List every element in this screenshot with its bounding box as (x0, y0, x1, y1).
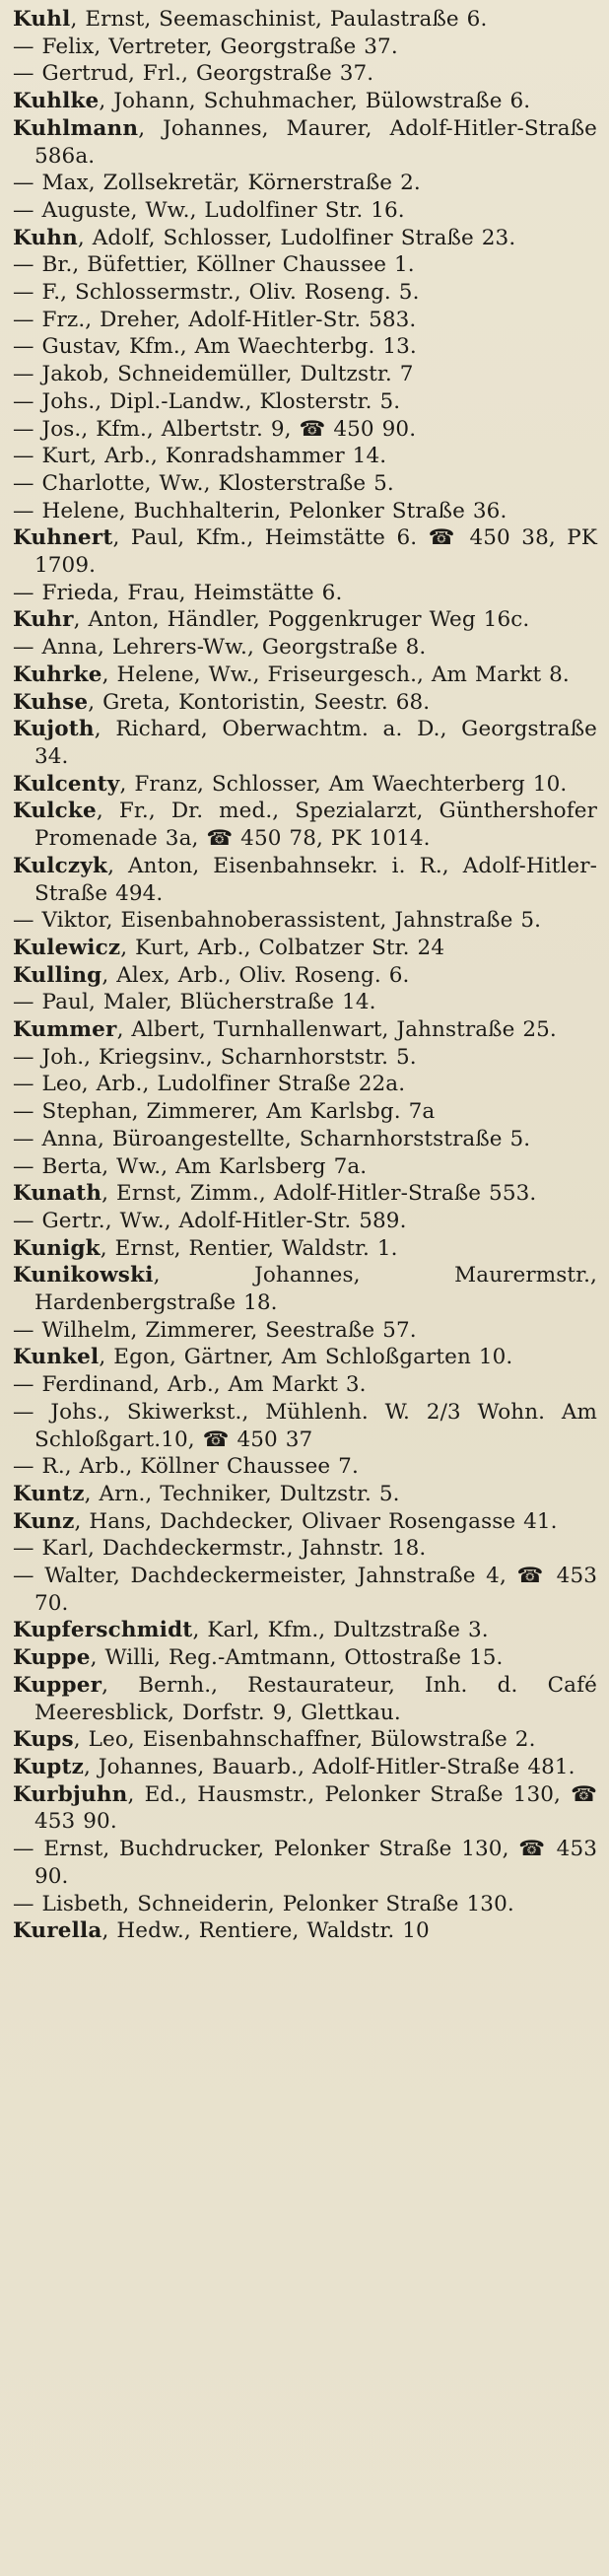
entry-details: — Berta, Ww., Am Karlsberg 7a. (13, 1153, 368, 1179)
surname: Kurella (13, 1918, 102, 1944)
surname: Kuhlke (13, 89, 100, 114)
entry-details: , Willi, Reg.-Amtmann, Ottostraße 15. (90, 1645, 504, 1671)
surname: Kunz (13, 1508, 75, 1534)
directory-entry (13, 1891, 597, 1918)
directory-entry (13, 1180, 597, 1208)
directory-entry (13, 498, 597, 525)
entry-details: , Alex, Arb., Oliv. Roseng. 6. (102, 962, 410, 988)
surname: Kuptz (13, 1755, 85, 1779)
entry-details: — Johs., Skiwerkst., Mühlenh. W. 2/3 Wohn. Am Schloßgart.10, ☎ 450 37 (13, 1399, 597, 1452)
surname: Kulcenty (13, 771, 120, 797)
directory-entry (13, 279, 597, 307)
surname: Kunkel (13, 1345, 100, 1370)
surname: Kupferschmidt (13, 1618, 193, 1643)
directory-entry (13, 798, 597, 852)
directory-entry (13, 580, 597, 607)
entry-details: , Albert, Turnhallenwart, Jahnstraße 25. (116, 1017, 557, 1043)
entry-details: , Karl, Kfm., Dultzstraße 3. (192, 1618, 489, 1643)
directory-entry (13, 1098, 597, 1126)
entry-details: — Gustav, Kfm., Am Waechterbg. 13. (13, 334, 417, 360)
directory-entry (13, 1836, 597, 1890)
entry-details: , Leo, Eisenbahnschaffner, Bülowstraße 2. (73, 1727, 536, 1753)
directory-entry (13, 34, 597, 61)
directory-entry (13, 115, 597, 170)
entry-details: , Anton, Eisenbahnsekr. i. R., Adolf-Hitler-Straße 494. (34, 853, 597, 906)
entry-details: — Ernst, Buchdrucker, Pelonker Straße 130, ☎ 453 90. (13, 1837, 597, 1889)
directory-entry (13, 1262, 597, 1316)
surname: Kulcke (13, 799, 97, 824)
directory-entry (13, 1453, 597, 1481)
directory-entry (13, 307, 597, 334)
entry-details: — Charlotte, Ww., Klosterstraße 5. (13, 470, 394, 496)
entry-details: — Kurt, Arb., Konradshammer 14. (13, 444, 387, 469)
directory-entry (13, 689, 597, 717)
entry-details: — Stephan, Zimmerer, Am Karlsbg. 7a (13, 1099, 436, 1125)
surname: Kuhnert (13, 525, 113, 551)
entry-details: , Johannes, Maurermstr., Hardenbergstraße 18. (34, 1263, 597, 1316)
entry-details: , Franz, Schlosser, Am Waechterberg 10. (119, 771, 568, 797)
entry-details: — Br., Büfettier, Köllner Chaussee 1. (13, 252, 415, 278)
entry-details: , Ed., Hausmstr., Pelonker Straße 130, ☎ 453 90. (34, 1781, 597, 1835)
directory-entry (13, 170, 597, 197)
entry-details: — Joh., Kriegsinv., Scharnhorststr. 5. (13, 1044, 417, 1070)
surname: Kujoth (13, 717, 95, 742)
surname: Kuhl (13, 7, 71, 32)
directory-entry (13, 1344, 597, 1371)
directory-entry (13, 1644, 597, 1672)
entry-details: — Helene, Buchhalterin, Pelonker Straße 36. (13, 498, 508, 523)
directory-entry (13, 333, 597, 361)
directory-entry (13, 962, 597, 990)
directory-entry (13, 907, 597, 935)
directory-entry (13, 251, 597, 279)
directory-entry (13, 1208, 597, 1235)
entry-details: , Johann, Schuhmacher, Bülowstraße 6. (99, 89, 531, 114)
surname: Kurbjuhn (13, 1781, 128, 1807)
surname: Kuhn (13, 225, 78, 250)
surname: Kummer (13, 1017, 117, 1043)
directory-entry (13, 197, 597, 225)
entry-details: , Hedw., Rentiere, Waldstr. 10 (102, 1918, 430, 1944)
entry-details: — Max, Zollsekretär, Körnerstraße 2. (13, 171, 421, 196)
entry-details: — R., Arb., Köllner Chaussee 7. (13, 1454, 359, 1480)
directory-entry (13, 1399, 597, 1453)
surname: Kulczyk (13, 853, 108, 878)
directory-entry-list (13, 6, 597, 1945)
entry-details: , Johannes, Maurer, Adolf-Hitler-Straße 586a. (34, 115, 597, 169)
directory-entry (13, 634, 597, 661)
directory-entry (13, 1672, 597, 1726)
directory-entry (13, 1071, 597, 1098)
entry-details: — Viktor, Eisenbahnoberassistent, Jahnstraße 5. (13, 908, 542, 934)
directory-entry (13, 853, 597, 907)
surname: Kunath (13, 1181, 102, 1207)
directory-entry (13, 6, 597, 34)
directory-entry (13, 935, 597, 962)
entry-details: , Greta, Kontoristin, Seestr. 68. (88, 689, 431, 715)
directory-entry (13, 989, 597, 1016)
directory-entry (13, 716, 597, 770)
entry-details: — Wilhelm, Zimmerer, Seestraße 57. (13, 1317, 417, 1343)
entry-details: — F., Schlossermstr., Oliv. Roseng. 5. (13, 280, 420, 306)
entry-details: — Walter, Dachdeckermeister, Jahnstraße 4, ☎ 453 70. (13, 1564, 597, 1616)
entry-details: , Ernst, Rentier, Waldstr. 1. (100, 1235, 398, 1261)
surname: Kuhr (13, 607, 74, 633)
surname: Kulling (13, 962, 102, 988)
directory-entry (13, 1617, 597, 1644)
directory-entry (13, 1044, 597, 1072)
entry-details: , Ernst, Seemaschinist, Paulastraße 6. (70, 7, 488, 32)
directory-entry (13, 1153, 597, 1181)
directory-entry (13, 606, 597, 634)
entry-details: , Ernst, Zimm., Adolf-Hitler-Straße 553. (102, 1181, 537, 1207)
directory-entry (13, 88, 597, 115)
surname: Kuhlmann (13, 115, 139, 141)
directory-entry (13, 661, 597, 689)
directory-entry (13, 225, 597, 252)
directory-entry (13, 470, 597, 498)
entry-details: — Jakob, Schneidemüller, Dultzstr. 7 (13, 362, 414, 387)
directory-entry (13, 1016, 597, 1044)
entry-details: — Felix, Vertreter, Georgstraße 37. (13, 34, 398, 59)
surname: Kuntz (13, 1481, 85, 1506)
entry-details: — Karl, Dachdeckermstr., Jahnstr. 18. (13, 1536, 427, 1562)
directory-entry (13, 1481, 597, 1508)
entry-details: — Frz., Dreher, Adolf-Hitler-Str. 583. (13, 307, 417, 332)
entry-details: — Frieda, Frau, Heimstätte 6. (13, 580, 343, 605)
surname: Kuhse (13, 689, 89, 715)
surname: Kunikowski (13, 1263, 154, 1288)
directory-entry (13, 1371, 597, 1399)
directory-entry (13, 1508, 597, 1536)
entry-details: , Adolf, Schlosser, Ludolfiner Straße 23. (77, 225, 516, 250)
entry-details: , Richard, Oberwachtm. a. D., Georgstraße 34. (34, 717, 597, 769)
entry-details: , Fr., Dr. med., Spezialarzt, Günthershofer Promenade 3a, ☎ 450 78, PK 1014. (34, 799, 597, 852)
directory-entry (13, 771, 597, 799)
entry-details: , Egon, Gärtner, Am Schloßgarten 10. (99, 1345, 513, 1370)
directory-entry (13, 388, 597, 416)
entry-details: , Bernh., Restaurateur, Inh. d. Café Meeresblick, Dorfstr. 9, Glettkau. (34, 1672, 597, 1725)
directory-entry (13, 1126, 597, 1153)
directory-entry (13, 1917, 597, 1945)
entry-details: — Gertrud, Frl., Georgstraße 37. (13, 61, 374, 87)
entry-details: — Gertr., Ww., Adolf-Hitler-Str. 589. (13, 1208, 407, 1233)
directory-entry (13, 1535, 597, 1563)
entry-details: — Anna, Büroangestellte, Scharnhorststraße 5. (13, 1126, 531, 1151)
surname: Kupper (13, 1672, 102, 1698)
directory-entry (13, 416, 597, 444)
entry-details: , Paul, Kfm., Heimstätte 6. ☎ 450 38, PK 1709. (34, 525, 597, 579)
directory-entry (13, 1781, 597, 1836)
directory-entry (13, 1726, 597, 1754)
entry-details: — Paul, Maler, Blücherstraße 14. (13, 990, 376, 1015)
directory-entry (13, 60, 597, 88)
directory-entry (13, 1317, 597, 1345)
surname: Kuppe (13, 1645, 91, 1671)
entry-details: , Johannes, Bauarb., Adolf-Hitler-Straße 481. (84, 1755, 575, 1779)
entry-details: , Arn., Techniker, Dultzstr. 5. (84, 1481, 400, 1506)
entry-details: , Anton, Händler, Poggenkruger Weg 16c. (73, 607, 530, 633)
directory-entry (13, 1235, 597, 1263)
entry-details: , Kurt, Arb., Colbatzer Str. 24 (120, 935, 445, 960)
entry-details: — Auguste, Ww., Ludolfiner Str. 16. (13, 197, 405, 223)
entry-details: , Helene, Ww., Friseurgesch., Am Markt 8. (102, 661, 570, 687)
surname: Kunigk (13, 1235, 101, 1261)
entry-details: — Leo, Arb., Ludolfiner Straße 22a. (13, 1072, 406, 1097)
entry-details: — Ferdinand, Arb., Am Markt 3. (13, 1372, 367, 1398)
directory-entry (13, 524, 597, 579)
surname: Kulewicz (13, 935, 121, 960)
surname: Kuhrke (13, 661, 102, 687)
entry-details: — Johs., Dipl.-Landw., Klosterstr. 5. (13, 388, 401, 414)
entry-details: , Hans, Dachdecker, Olivaer Rosengasse 41. (74, 1508, 558, 1534)
directory-entry (13, 1563, 597, 1617)
directory-entry (13, 443, 597, 470)
entry-details: — Jos., Kfm., Albertstr. 9, ☎ 450 90. (13, 416, 417, 442)
entry-details: — Lisbeth, Schneiderin, Pelonker Straße 130. (13, 1891, 514, 1916)
entry-details: — Anna, Lehrers-Ww., Georgstraße 8. (13, 635, 427, 661)
directory-entry (13, 361, 597, 388)
directory-entry (13, 1754, 597, 1781)
surname: Kups (13, 1727, 74, 1753)
